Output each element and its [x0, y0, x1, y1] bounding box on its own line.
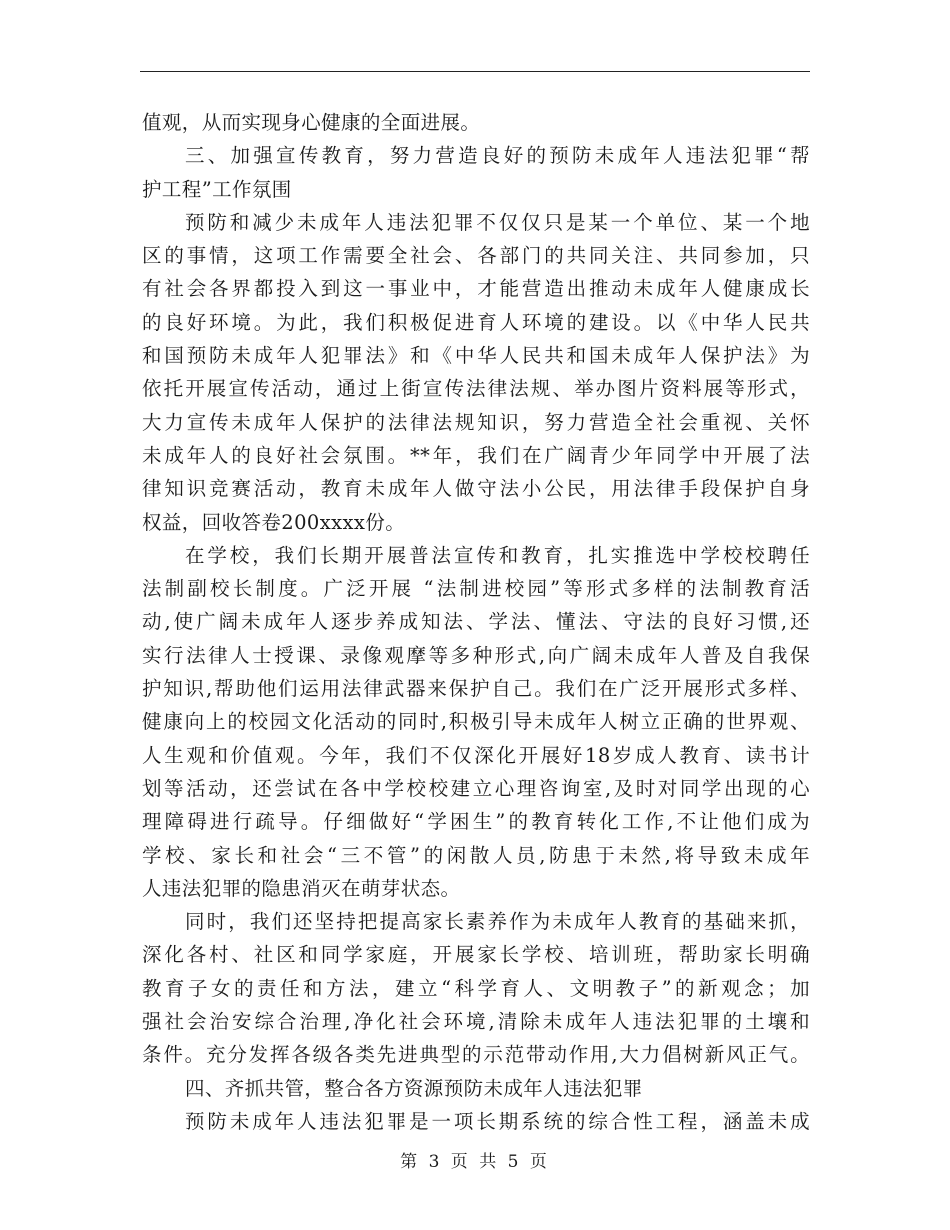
- text-line: 人生观和价值观。今年，我们不仅深化开展好18岁成人教育、读书计: [142, 743, 810, 767]
- text-line: 教育子女的责任和方法，建立“科学育人、文明教子”的新观念；加: [142, 976, 810, 1000]
- text-line: 护知识,帮助他们运用法律武器来保护自己。我们在广泛开展形式多样、: [142, 677, 810, 701]
- text-line: 深化各村、社区和同学家庭，开展家长学校、培训班，帮助家长明确: [142, 943, 810, 967]
- text-line: 学校、家长和社会“三不管”的闲散人员,防患于未然,将导致未成年: [142, 843, 810, 867]
- text-line: 理障碍进行疏导。仔细做好“学困生”的教育转化工作,不让他们成为: [142, 810, 810, 834]
- text-line: 人违法犯罪的隐患消灭在萌芽状态。: [142, 876, 461, 900]
- text-line: 预防和减少未成年人违法犯罪不仅仅只是某一个单位、某一个地: [185, 210, 810, 234]
- text-line: 四、齐抓共管，整合各方资源预防未成年人违法犯罪: [185, 1076, 643, 1100]
- text-line: 的良好环境。为此，我们积极促进育人环境的建设。以《中华人民共: [142, 310, 810, 334]
- text-line: 动,使广阔未成年人逐步养成知法、学法、懂法、守法的良好习惯,还: [142, 610, 810, 634]
- text-line: 依托开展宣传活动，通过上街宣传法律法规、举办图片资料展等形式，: [142, 377, 810, 401]
- text-line: 同时，我们还坚持把提高家长素养作为未成年人教育的基础来抓，: [185, 910, 810, 934]
- text-line: 实行法律人士授课、录像观摩等多种形式,向广阔未成年人普及自我保: [142, 643, 810, 667]
- text-line: 权益，回收答卷200xxxx份。: [142, 510, 406, 534]
- text-line: 值观，从而实现身心健康的全面进展。: [142, 111, 481, 134]
- text-line: 预防未成年人违法犯罪是一项长期系统的综合性工程，涵盖未成: [185, 1109, 810, 1133]
- text-line: 健康向上的校园文化活动的同时,积极引导未成年人树立正确的世界观、: [142, 710, 810, 734]
- text-line: 和国预防未成年人犯罪法》和《中华人民共和国未成年人保护法》为: [142, 344, 810, 368]
- page-number: 第 3 页 共 5 页: [400, 1152, 550, 1172]
- text-line: 划等活动，还尝试在各中学校校建立心理咨询室,及时对同学出现的心: [142, 776, 810, 800]
- header-rule: [140, 71, 810, 72]
- document-body: [142, 106, 810, 1138]
- text-line: 法制副校长制度。广泛开展 “法制进校园”等形式多样的法制教育活: [142, 577, 810, 601]
- text-line: 大力宣传未成年人保护的法律法规知识，努力营造全社会重视、关怀: [142, 410, 810, 434]
- text-line: 未成年人的良好社会氛围。**年，我们在广阔青少年同学中开展了法: [142, 443, 810, 467]
- text-line: 有社会各界都投入到这一事业中，才能营造出推动未成年人健康成长: [142, 277, 810, 301]
- text-line: 条件。充分发挥各级各类先进典型的示范带动作用,大力倡树新风正气。: [142, 1043, 810, 1067]
- text-line: 强社会治安综合治理,净化社会环境,清除未成年人违法犯罪的土壤和: [142, 1010, 810, 1034]
- text-line: 三、加强宣传教育，努力营造良好的预防未成年人违法犯罪“帮: [185, 144, 810, 168]
- text-line: 护工程”工作氛围: [142, 177, 292, 201]
- text-line: 在学校，我们长期开展普法宣传和教育，扎实推选中学校校聘任: [185, 543, 810, 567]
- text-line: 律知识竞赛活动，教育未成年人做守法小公民，用法律手段保护自身: [142, 477, 810, 501]
- text-line: 区的事情，这项工作需要全社会、各部门的共同关注、共同参加，只: [142, 244, 810, 268]
